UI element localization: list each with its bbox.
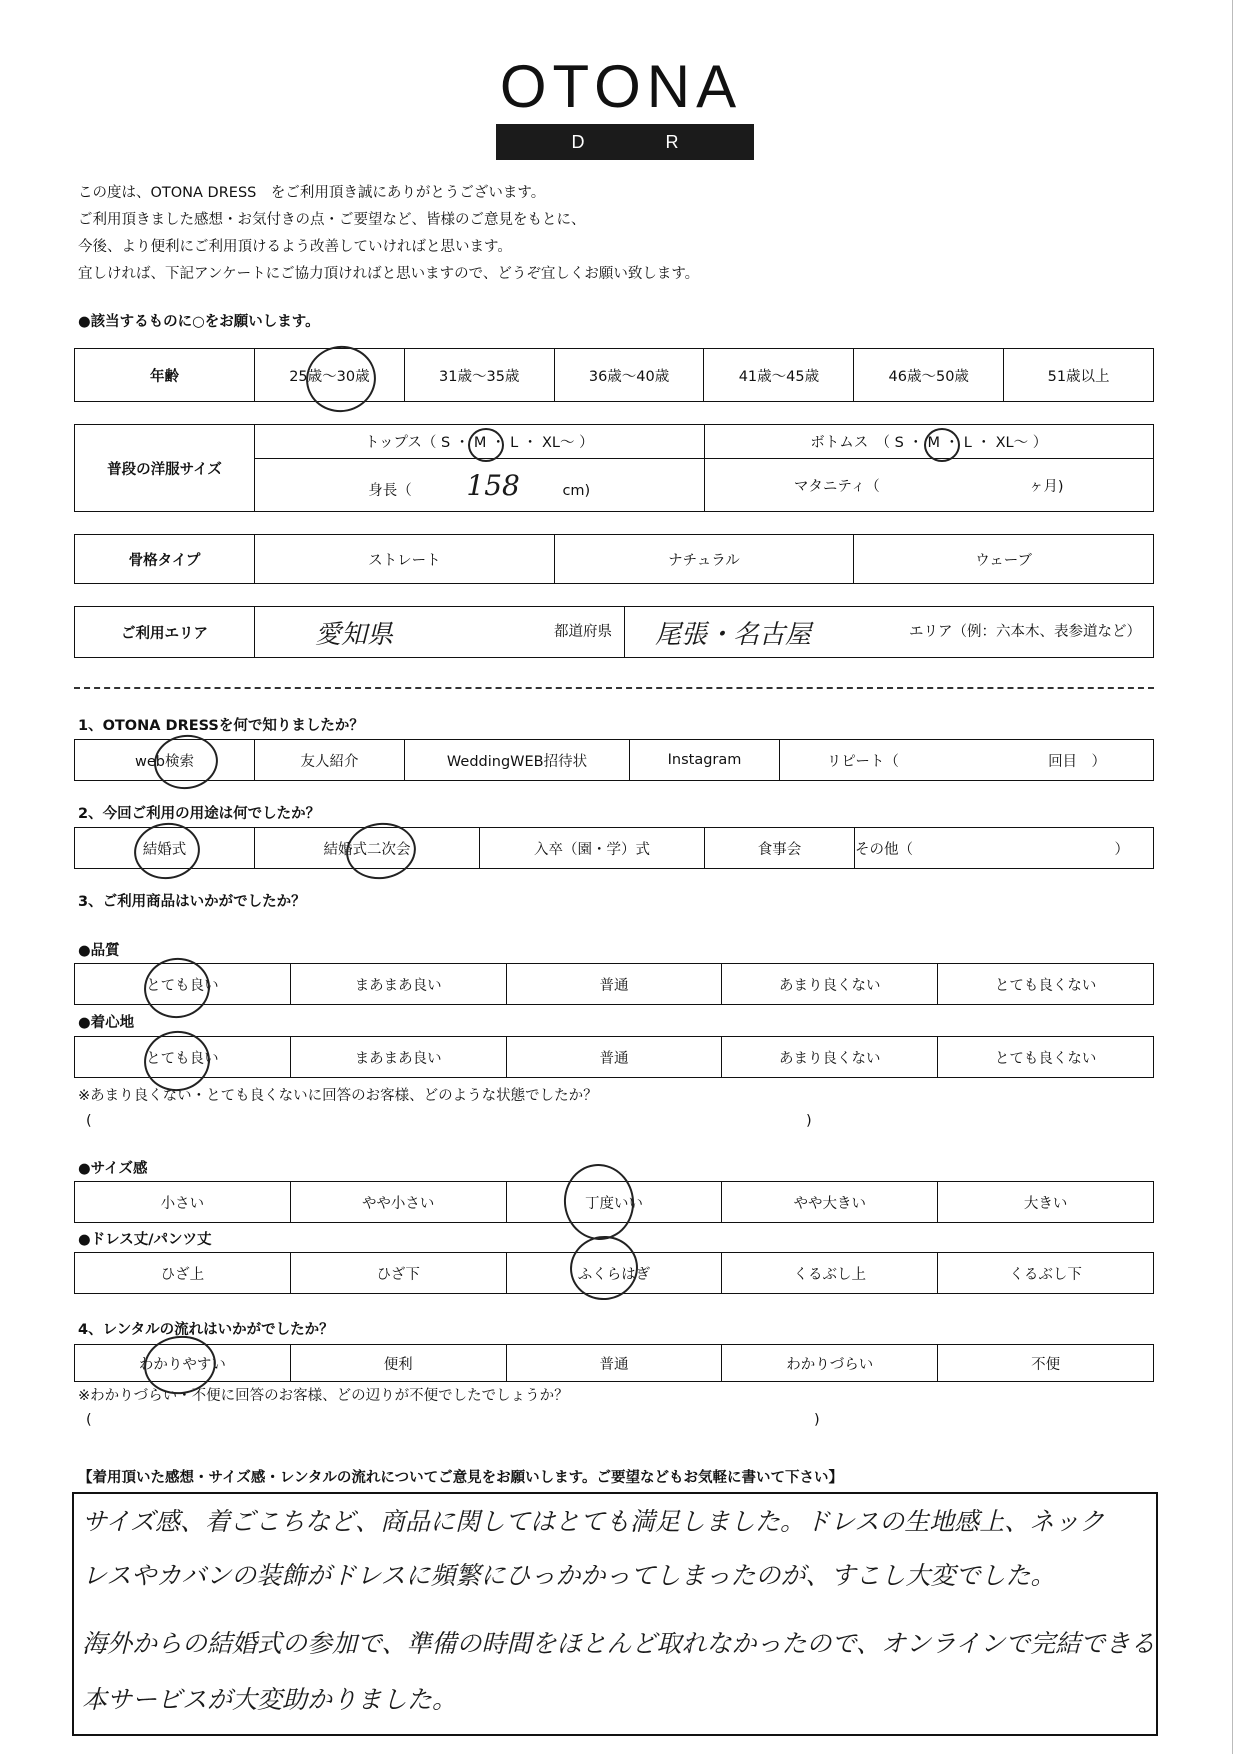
q4-title: 4、レンタルの流れはいかがでしたか？ xyxy=(78,1322,334,1338)
q2-title: 2、今回ご利用の用途は何でしたか？ xyxy=(78,806,321,822)
maternity-unit: ヶ月) xyxy=(1028,478,1064,495)
q4-paren-close: ) xyxy=(814,1412,820,1428)
q1-repeat-label: リピート（ xyxy=(826,753,899,770)
fit-option[interactable]: 大きい xyxy=(938,1182,1154,1223)
q2-other-close: ） xyxy=(1114,841,1129,858)
quality-option[interactable]: まあまあ良い xyxy=(290,964,506,1005)
divider xyxy=(74,687,1154,689)
maternity-label: マタニティ（ xyxy=(793,478,880,495)
q2-option[interactable]: 結婚式 xyxy=(75,828,255,869)
quality-table xyxy=(74,963,1154,1005)
length-option[interactable]: くるぶし下 xyxy=(938,1253,1154,1294)
bottoms-size[interactable]: ボトムス （ S ・ M ・ L ・ XL～ ） xyxy=(704,425,1154,459)
height-label: 身長（ xyxy=(368,482,412,499)
area-suffix: エリア（例：六本木、表参道など） xyxy=(909,623,1141,640)
comfort-option[interactable]: 普通 xyxy=(506,1037,722,1078)
maternity-field[interactable] xyxy=(704,459,1154,512)
age-option[interactable]: 51歳以上 xyxy=(1004,349,1154,402)
q1-option[interactable]: web検索 xyxy=(75,740,255,781)
quality-option[interactable]: あまり良くない xyxy=(722,964,938,1005)
q2-other-field[interactable] xyxy=(855,828,1154,869)
q2-option[interactable]: 結婚式二次会 xyxy=(255,828,480,869)
quality-label: ●品質 xyxy=(78,943,120,959)
instruction: ●該当するものに○をお願いします。 xyxy=(78,314,320,330)
scan-edge xyxy=(1232,0,1233,1754)
length-option[interactable]: ふくらはぎ xyxy=(506,1253,722,1294)
area-table xyxy=(74,606,1154,658)
q2-other-label: その他（ xyxy=(855,841,913,858)
height-field[interactable] xyxy=(255,459,705,512)
comfort-option[interactable]: まあまあ良い xyxy=(290,1037,506,1078)
area-value: 尾張・名古屋 xyxy=(655,619,812,650)
frame-option[interactable]: ナチュラル xyxy=(554,535,854,584)
bottoms-selection-mark xyxy=(924,428,960,462)
area-field[interactable] xyxy=(625,607,1154,658)
q1-repeat-field[interactable] xyxy=(780,740,1154,781)
area-label: ご利用エリア xyxy=(75,607,255,658)
size-table xyxy=(74,424,1154,512)
q3-paren-open: ( xyxy=(86,1113,92,1129)
q1-repeat-suffix: 回目 ） xyxy=(1048,753,1107,770)
comfort-option[interactable]: あまり良くない xyxy=(722,1037,938,1078)
size-label: 普段の洋服サイズ xyxy=(75,425,255,512)
quality-option[interactable]: とても良い xyxy=(75,964,291,1005)
logo-subbar: D R E S S xyxy=(496,124,754,160)
age-label: 年齢 xyxy=(75,349,255,402)
quality-option[interactable]: とても良くない xyxy=(938,964,1154,1005)
fit-option[interactable]: やや小さい xyxy=(290,1182,506,1223)
prefecture-field[interactable] xyxy=(255,607,625,658)
q3-title: 3、ご利用商品はいかがでしたか？ xyxy=(78,894,306,910)
q4-paren-open: ( xyxy=(86,1412,92,1428)
length-label: ●ドレス丈/パンツ丈 xyxy=(78,1232,212,1248)
q3-note: ※あまり良くない・とても良くないに回答のお客様、どのような状態でしたか？ xyxy=(78,1088,598,1104)
q2-option[interactable]: 食事会 xyxy=(705,828,855,869)
q1-title: 1、OTONA DRESSを何で知りましたか？ xyxy=(78,718,364,734)
frame-option[interactable]: ストレート xyxy=(255,535,555,584)
intro-text xyxy=(78,180,699,288)
comment-line: 本サービスが大変助かりました。 xyxy=(82,1685,458,1714)
logo-wordmark: OTONA xyxy=(499,53,743,120)
age-option[interactable]: 36歳～40歳 xyxy=(554,349,704,402)
fit-option[interactable]: やや大きい xyxy=(722,1182,938,1223)
length-option[interactable]: くるぶし上 xyxy=(722,1253,938,1294)
frame-option[interactable]: ウェーブ xyxy=(854,535,1154,584)
comfort-label: ●着心地 xyxy=(78,1015,135,1031)
comfort-option[interactable]: とても良くない xyxy=(938,1037,1154,1078)
prefecture-suffix: 都道府県 xyxy=(554,623,612,640)
comfort-table xyxy=(74,1036,1154,1078)
comfort-option[interactable]: とても良い xyxy=(75,1037,291,1078)
comment-line: レスやカバンの装飾がドレスに頻繁にひっかかってしまったのが、すこし大変でした。 xyxy=(82,1561,1056,1590)
q4-option[interactable]: わかりやすい xyxy=(75,1345,291,1382)
q2-option[interactable]: 入卒（園・学）式 xyxy=(480,828,705,869)
q3-paren-close: ) xyxy=(806,1113,812,1129)
age-option[interactable]: 25歳～30歳 xyxy=(255,349,405,402)
comment-line: サイズ感、着ごこちなど、商品に関してはとても満足しました。ドレスの生地感上、ネック xyxy=(82,1507,1105,1536)
q1-table xyxy=(74,739,1154,781)
frame-label: 骨格タイプ xyxy=(75,535,255,584)
age-option[interactable]: 46歳～50歳 xyxy=(854,349,1004,402)
q1-option[interactable]: 友人紹介 xyxy=(255,740,405,781)
fit-option[interactable]: 小さい xyxy=(75,1182,291,1223)
q1-option[interactable]: WeddingWEB招待状 xyxy=(405,740,630,781)
q4-option[interactable]: わかりづらい xyxy=(722,1345,938,1382)
length-option[interactable]: ひざ上 xyxy=(75,1253,291,1294)
frame-table xyxy=(74,534,1154,584)
comment-line: 海外からの結婚式の参加で、準備の時間をほとんど取れなかったので、オンラインで完結できる xyxy=(82,1629,1156,1658)
fit-label: ●サイズ感 xyxy=(78,1161,148,1177)
age-option[interactable]: 31歳～35歳 xyxy=(404,349,554,402)
q1-option[interactable]: Instagram xyxy=(630,740,780,781)
q4-option[interactable]: 普通 xyxy=(506,1345,722,1382)
fit-selection-mark xyxy=(559,1159,639,1244)
q2-table xyxy=(74,827,1154,869)
tops-size[interactable]: トップス（ S ・ M ・ L ・ XL～ ） xyxy=(255,425,705,459)
age-option[interactable]: 41歳～45歳 xyxy=(704,349,854,402)
fit-option[interactable]: 丁度いい xyxy=(506,1182,722,1223)
q4-table xyxy=(74,1344,1154,1382)
height-unit: cm) xyxy=(562,482,591,499)
tops-selection-mark xyxy=(468,428,504,462)
height-value: 158 xyxy=(466,468,520,502)
intro-line: 宜しければ、下記アンケートにご協力頂ければと思いますので、どうぞ宜しくお願い致します。 xyxy=(78,266,700,282)
age-table xyxy=(74,348,1154,402)
q4-option[interactable]: 便利 xyxy=(290,1345,506,1382)
q4-note: ※わかりづらい・不便に回答のお客様、どの辺りが不便でしたでしょうか？ xyxy=(78,1388,569,1404)
intro-line: 今後、より便利にご利用頂けるよう改善していければと思います。 xyxy=(78,239,512,255)
intro-line: この度は、OTONA DRESS をご利用頂き誠にありがとうございます。 xyxy=(78,185,546,201)
prefecture-value: 愛知県 xyxy=(315,619,394,650)
length-option[interactable]: ひざ下 xyxy=(290,1253,506,1294)
intro-line: ご利用頂きました感想・お気付きの点・ご要望など、皆様のご意見をもとに、 xyxy=(78,212,586,228)
comments-title: 【着用頂いた感想・サイズ感・レンタルの流れについてご意見をお願いします。ご要望などもお気軽に書いて下さい】 xyxy=(78,1470,843,1486)
quality-option[interactable]: 普通 xyxy=(506,964,722,1005)
q4-option[interactable]: 不便 xyxy=(938,1345,1154,1382)
